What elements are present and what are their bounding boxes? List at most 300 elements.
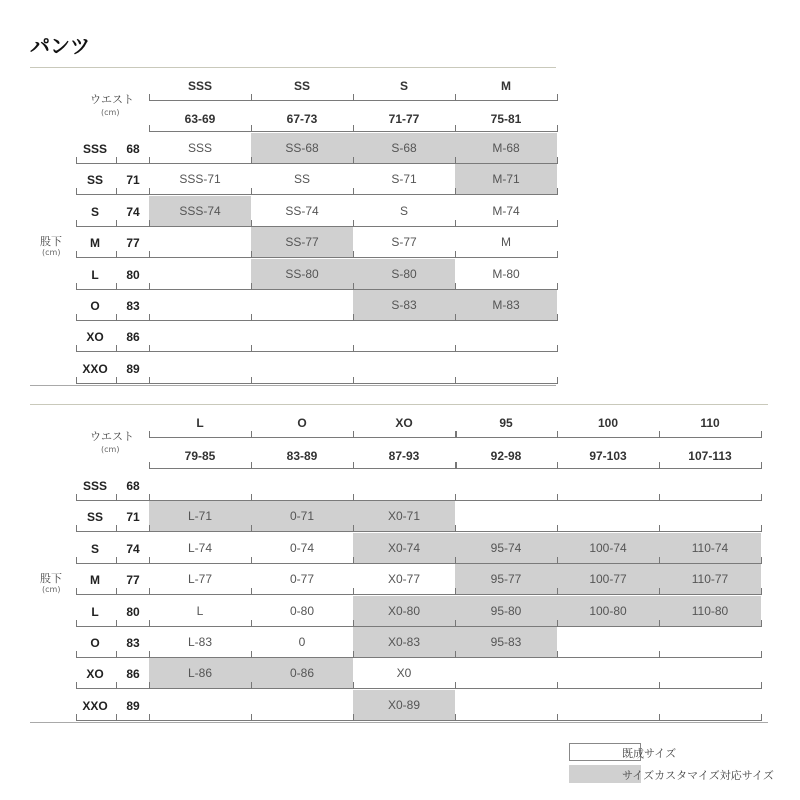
cell-tick — [353, 251, 354, 258]
legend-existing-label: 既成サイズ — [622, 747, 677, 760]
size-cell: 95-74 — [455, 533, 557, 564]
cell-tick — [251, 651, 252, 658]
size-cell — [455, 353, 557, 384]
header-tick — [761, 431, 762, 438]
size-cell: 0-80 — [251, 596, 353, 627]
cell-tick — [149, 377, 150, 384]
cell-tick — [761, 651, 762, 658]
header-tick — [251, 125, 252, 132]
row-tick — [116, 714, 117, 721]
inseam-value: 71 — [126, 173, 140, 188]
size-cell: S-71 — [353, 164, 455, 195]
cell-tick — [455, 651, 456, 658]
header-tick — [557, 94, 558, 101]
size-cell: SSS — [149, 133, 251, 164]
row-rule — [76, 289, 149, 290]
header-tick — [149, 125, 150, 132]
cell-tick — [557, 714, 558, 721]
size-cell: X0-71 — [353, 501, 455, 532]
cell-tick — [659, 588, 660, 595]
cell-tick — [149, 283, 150, 290]
row-rule — [76, 351, 149, 352]
cell-tick — [557, 220, 558, 227]
cell-tick — [149, 314, 150, 321]
size-cell — [353, 353, 455, 384]
size-cell — [251, 690, 353, 721]
waist-range: 75-81 — [490, 112, 522, 126]
row-tick — [76, 157, 77, 164]
size-cell — [557, 501, 659, 532]
cell-tick — [659, 651, 660, 658]
cell-tick — [557, 651, 558, 658]
cell-tick — [251, 525, 252, 532]
row-tick — [116, 188, 117, 195]
row-rule — [76, 320, 149, 321]
size-cell: SS-80 — [251, 259, 353, 290]
size-cell — [149, 690, 251, 721]
size-cell — [455, 501, 557, 532]
size-cell: S-68 — [353, 133, 455, 164]
size-cell — [557, 658, 659, 689]
size-header: 110 — [700, 416, 720, 430]
size-cell: SSS-71 — [149, 164, 251, 195]
size-header: M — [501, 79, 511, 93]
row-tick — [76, 557, 77, 564]
inseam-value: 74 — [126, 204, 140, 219]
inseam-size: XXO — [82, 698, 108, 713]
header-tick — [149, 94, 150, 101]
cell-tick — [251, 377, 252, 384]
cell-tick — [353, 377, 354, 384]
size-cell: L — [149, 596, 251, 627]
row-rule — [76, 626, 149, 627]
cell-tick — [455, 682, 456, 689]
cell-tick — [353, 314, 354, 321]
cell-tick — [149, 651, 150, 658]
inseam-size: O — [90, 299, 100, 313]
table-top-rule — [30, 404, 768, 405]
cell-tick — [149, 588, 150, 595]
cell-tick — [251, 345, 252, 352]
size-cell: M-74 — [455, 196, 557, 227]
cell-tick — [557, 494, 558, 501]
cell-tick — [251, 157, 252, 164]
waist-label: ウエスト — [90, 430, 134, 443]
row-tick — [116, 157, 117, 164]
size-cell — [149, 227, 251, 258]
inseam-value: 89 — [126, 361, 140, 376]
row-tick — [116, 494, 117, 501]
cell-tick — [557, 377, 558, 384]
size-cell: 0-86 — [251, 658, 353, 689]
row-tick — [116, 283, 117, 290]
row-rule — [76, 257, 149, 258]
inseam-size: XXO — [82, 361, 108, 376]
waist-range: 63-69 — [184, 112, 216, 126]
cell-tick — [761, 682, 762, 689]
cell-tick — [353, 620, 354, 627]
cell-tick — [455, 714, 456, 721]
size-cell: 110-80 — [659, 596, 761, 627]
inseam-value: 80 — [126, 267, 140, 282]
inseam-value: 71 — [126, 510, 140, 525]
size-cell — [251, 353, 353, 384]
row-tick — [76, 314, 77, 321]
row-tick — [116, 220, 117, 227]
cell-tick — [149, 620, 150, 627]
size-cell: X0-74 — [353, 533, 455, 564]
size-cell: 0-71 — [251, 501, 353, 532]
inseam-value: 89 — [126, 698, 140, 713]
inseam-size: SS — [86, 173, 103, 188]
cell-tick — [455, 220, 456, 227]
inseam-size: XO — [86, 667, 104, 682]
header-tick — [149, 462, 150, 469]
cell-tick — [353, 714, 354, 721]
size-cell — [659, 501, 761, 532]
cell-tick — [557, 314, 558, 321]
size-cell — [251, 470, 353, 501]
row-tick — [76, 345, 77, 352]
inseam-size: S — [90, 541, 99, 556]
row-rule — [76, 500, 149, 501]
size-header: SS — [293, 79, 310, 93]
size-cell — [149, 259, 251, 290]
cell-tick — [353, 220, 354, 227]
size-cell — [149, 290, 251, 321]
inseam-size: SS — [86, 510, 103, 525]
row-tick — [76, 651, 77, 658]
row-rule — [76, 163, 149, 164]
inseam-size: L — [91, 604, 99, 619]
size-cell — [659, 658, 761, 689]
inseam-value: 86 — [126, 330, 140, 345]
size-cell: SS-77 — [251, 227, 353, 258]
table-bottom-rule — [30, 385, 556, 386]
row-tick — [116, 345, 117, 352]
row-rule — [76, 194, 149, 195]
size-cell: SS-74 — [251, 196, 353, 227]
header-tick — [557, 462, 558, 469]
cell-tick — [251, 188, 252, 195]
header-tick — [761, 462, 762, 469]
cell-tick — [149, 494, 150, 501]
row-rule — [76, 657, 149, 658]
inseam-label: 股下 — [40, 234, 62, 248]
waist-range: 67-73 — [286, 112, 318, 126]
cell-tick — [455, 157, 456, 164]
row-tick — [116, 251, 117, 258]
size-cell: 110-77 — [659, 564, 761, 595]
inseam-value: 83 — [126, 636, 140, 650]
size-header: S — [399, 79, 408, 93]
size-cell — [353, 321, 455, 352]
cell-tick — [353, 494, 354, 501]
row-tick — [116, 557, 117, 564]
cell-tick — [455, 557, 456, 564]
cell-tick — [557, 188, 558, 195]
cell-tick — [557, 157, 558, 164]
header-tick — [353, 431, 354, 438]
waist-range: 92-98 — [490, 449, 522, 463]
row-rule — [76, 720, 149, 721]
row-tick — [76, 188, 77, 195]
cell-tick — [455, 314, 456, 321]
cell-tick — [557, 251, 558, 258]
size-cell: M-68 — [455, 133, 557, 164]
size-cell: 110-74 — [659, 533, 761, 564]
size-cell: L-83 — [149, 627, 251, 658]
size-cell: 95-83 — [455, 627, 557, 658]
cell-tick — [659, 620, 660, 627]
size-cell: X0-77 — [353, 564, 455, 595]
size-cell: 0-77 — [251, 564, 353, 595]
header-tick — [456, 431, 457, 438]
cell-tick — [659, 494, 660, 501]
cell-tick — [149, 251, 150, 258]
row-tick — [76, 714, 77, 721]
size-cell: 100-80 — [557, 596, 659, 627]
size-cell — [557, 470, 659, 501]
cell-tick — [659, 714, 660, 721]
inseam-value: 86 — [126, 667, 140, 682]
size-cell — [455, 321, 557, 352]
header-tick — [251, 462, 252, 469]
inseam-value: 77 — [126, 236, 140, 251]
waist-range: 79-85 — [184, 449, 216, 463]
cell-tick — [353, 682, 354, 689]
size-cell — [353, 470, 455, 501]
cell-tick — [353, 283, 354, 290]
inseam-size: SSS — [82, 479, 107, 493]
header-tick — [455, 94, 456, 101]
inseam-value: 68 — [126, 142, 140, 156]
waist-range: 83-89 — [286, 449, 318, 463]
cell-tick — [149, 220, 150, 227]
cell-tick — [353, 651, 354, 658]
cell-tick — [455, 525, 456, 532]
cell-tick — [251, 314, 252, 321]
size-cell — [455, 690, 557, 721]
cell-tick — [557, 588, 558, 595]
cell-tick — [659, 557, 660, 564]
size-cell: SS — [251, 164, 353, 195]
cell-tick — [149, 188, 150, 195]
cell-tick — [251, 557, 252, 564]
size-cell: S — [353, 196, 455, 227]
row-tick — [76, 682, 77, 689]
size-cell: L-74 — [149, 533, 251, 564]
cell-tick — [251, 682, 252, 689]
cell-tick — [557, 283, 558, 290]
size-cell — [659, 690, 761, 721]
cell-tick — [455, 588, 456, 595]
size-cell: L-86 — [149, 658, 251, 689]
row-rule — [76, 563, 149, 564]
waist-range: 71-77 — [388, 112, 420, 126]
header-tick — [659, 431, 660, 438]
inseam-value: 80 — [126, 604, 140, 619]
waist-label: ウエスト — [90, 93, 134, 106]
inseam-unit: (cm) — [42, 247, 61, 257]
cell-tick — [251, 251, 252, 258]
size-cell: SS-68 — [251, 133, 353, 164]
size-cell — [659, 470, 761, 501]
cell-tick — [455, 377, 456, 384]
header-tick — [455, 125, 456, 132]
waist-range: 87-93 — [388, 449, 420, 463]
size-cell — [149, 353, 251, 384]
row-rule — [76, 531, 149, 532]
cell-tick — [353, 588, 354, 595]
header-tick — [353, 462, 354, 469]
size-cell: 100-74 — [557, 533, 659, 564]
cell-tick — [353, 157, 354, 164]
header-tick — [251, 94, 252, 101]
row-rule — [76, 594, 149, 595]
cell-tick — [455, 188, 456, 195]
waist-unit: (cm) — [101, 445, 120, 454]
cell-tick — [761, 494, 762, 501]
inseam-size: M — [90, 236, 100, 251]
size-header: 100 — [597, 416, 619, 430]
row-tick — [116, 682, 117, 689]
size-cell: 0-74 — [251, 533, 353, 564]
row-tick — [116, 651, 117, 658]
waist-range: 97-103 — [589, 449, 627, 463]
cell-tick — [149, 345, 150, 352]
cell-tick — [149, 557, 150, 564]
size-cell — [557, 690, 659, 721]
cell-tick — [455, 620, 456, 627]
cell-tick — [251, 620, 252, 627]
row-rule — [76, 226, 149, 227]
size-header: 95 — [499, 416, 513, 430]
size-cell — [251, 290, 353, 321]
size-cell: L-71 — [149, 501, 251, 532]
table-bottom-rule — [30, 722, 768, 723]
size-cell: L-77 — [149, 564, 251, 595]
inseam-size: M — [90, 573, 100, 588]
cell-tick — [353, 525, 354, 532]
cell-tick — [251, 283, 252, 290]
size-cell — [149, 321, 251, 352]
size-cell: X0-83 — [353, 627, 455, 658]
size-cell: X0 — [353, 658, 455, 689]
size-cell — [149, 470, 251, 501]
row-tick — [76, 251, 77, 258]
cell-tick — [761, 557, 762, 564]
row-tick — [116, 620, 117, 627]
cell-tick — [353, 345, 354, 352]
row-tick — [76, 588, 77, 595]
size-cell: 95-77 — [455, 564, 557, 595]
cell-tick — [659, 682, 660, 689]
size-header: O — [297, 416, 307, 430]
header-tick — [456, 462, 457, 469]
inseam-size: S — [90, 204, 99, 219]
row-tick — [76, 377, 77, 384]
size-cell: M-80 — [455, 259, 557, 290]
header-tick — [557, 125, 558, 132]
header-tick — [251, 431, 252, 438]
size-header: XO — [395, 416, 413, 430]
header-tick — [659, 462, 660, 469]
cell-tick — [659, 525, 660, 532]
cell-tick — [455, 494, 456, 501]
row-tick — [76, 620, 77, 627]
cell-tick — [455, 283, 456, 290]
cell-tick — [761, 620, 762, 627]
size-cell — [455, 470, 557, 501]
header-tick — [149, 431, 150, 438]
row-rule — [76, 383, 149, 384]
inseam-value: 83 — [126, 299, 140, 313]
header-tick — [557, 431, 558, 438]
row-tick — [116, 588, 117, 595]
cell-tick — [557, 620, 558, 627]
size-cell: 0 — [251, 627, 353, 658]
size-cell: X0-80 — [353, 596, 455, 627]
row-tick — [76, 525, 77, 532]
inseam-label: 股下 — [40, 571, 62, 585]
cell-tick — [557, 345, 558, 352]
size-cell: S-77 — [353, 227, 455, 258]
size-cell: 100-77 — [557, 564, 659, 595]
size-header: SSS — [187, 79, 212, 93]
cell-tick — [455, 345, 456, 352]
table-top-rule — [30, 67, 556, 68]
inseam-size: XO — [86, 330, 104, 345]
waist-unit: (cm) — [101, 108, 120, 117]
cell-tick — [149, 157, 150, 164]
cell-tick — [353, 557, 354, 564]
header-tick — [353, 125, 354, 132]
size-cell: S-83 — [353, 290, 455, 321]
cell-tick — [251, 220, 252, 227]
cell-tick — [557, 682, 558, 689]
inseam-value: 77 — [126, 573, 140, 588]
row-tick — [116, 377, 117, 384]
cell-tick — [557, 525, 558, 532]
cell-tick — [761, 588, 762, 595]
inseam-size: L — [91, 267, 99, 282]
cell-tick — [149, 682, 150, 689]
row-tick — [76, 220, 77, 227]
row-rule — [76, 688, 149, 689]
cell-tick — [251, 714, 252, 721]
size-cell: M — [455, 227, 557, 258]
size-header: L — [196, 416, 204, 430]
page-title: パンツ — [30, 34, 90, 58]
size-cell: SSS-74 — [149, 196, 251, 227]
cell-tick — [557, 557, 558, 564]
size-cell — [251, 321, 353, 352]
cell-tick — [251, 494, 252, 501]
cell-tick — [149, 714, 150, 721]
size-cell: 95-80 — [455, 596, 557, 627]
cell-tick — [761, 525, 762, 532]
cell-tick — [761, 714, 762, 721]
row-tick — [116, 314, 117, 321]
inseam-size: SSS — [82, 142, 107, 156]
cell-tick — [251, 588, 252, 595]
size-cell: M-83 — [455, 290, 557, 321]
size-cell — [455, 658, 557, 689]
size-cell — [659, 627, 761, 658]
inseam-value: 74 — [126, 541, 140, 556]
size-cell: S-80 — [353, 259, 455, 290]
